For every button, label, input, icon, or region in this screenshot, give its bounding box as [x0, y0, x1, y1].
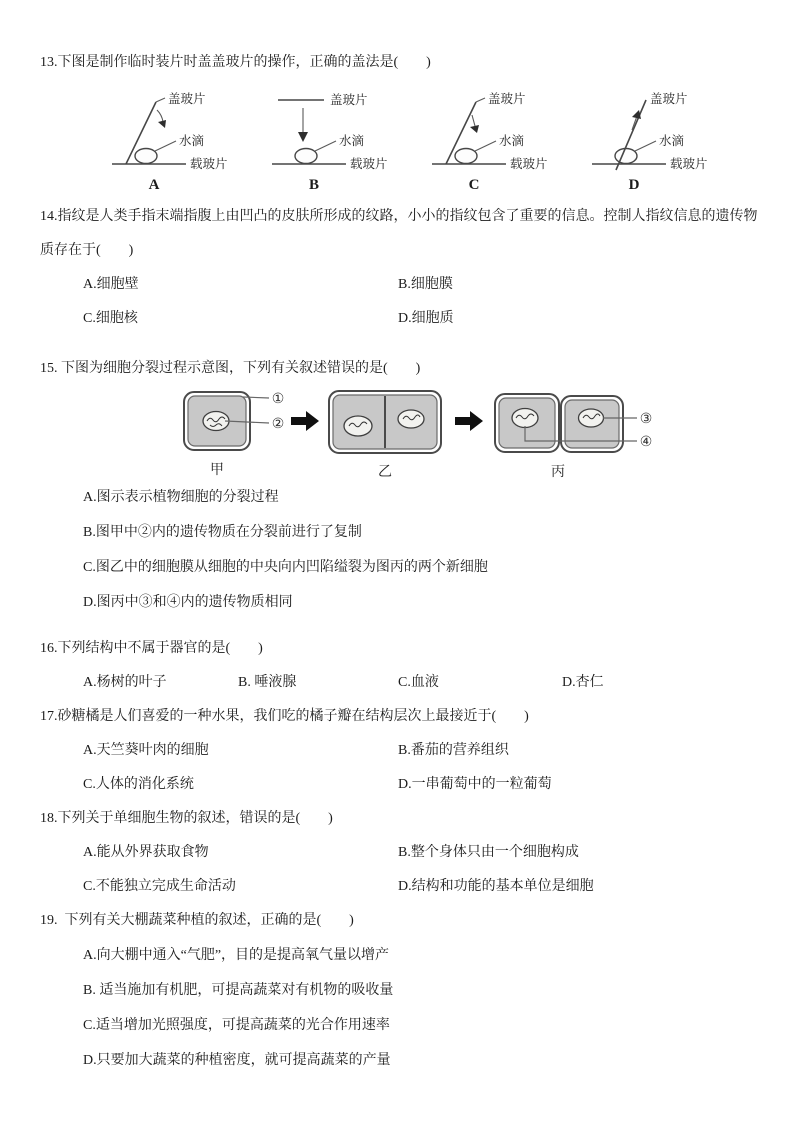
slide-label: 载玻片	[190, 157, 228, 171]
leader-line	[243, 397, 269, 398]
leader-line	[315, 141, 336, 151]
leader-line	[475, 141, 496, 151]
option-d: D.一串葡萄中的一粒葡萄	[398, 777, 552, 792]
stage-label-yi: 乙	[378, 465, 392, 480]
option-c: C.细胞核	[83, 311, 138, 326]
water-drop-label: 水滴	[179, 134, 205, 148]
nucleus	[398, 410, 424, 428]
nucleus	[579, 409, 604, 427]
question-17-options	[40, 734, 767, 802]
question-16-options	[40, 666, 767, 700]
question-14	[40, 200, 767, 336]
water-drop-shape	[135, 149, 157, 164]
question-16-stem: 16.下列结构中不属于器官的是( )	[40, 641, 263, 656]
slide-label: 载玻片	[670, 157, 708, 171]
arrowhead-icon	[632, 110, 641, 119]
question-19	[40, 904, 767, 1078]
option-c: C.适当增加光照强度，可提高蔬菜的光合作用速率	[83, 1018, 390, 1033]
water-drop-shape	[615, 149, 637, 164]
leader-line	[476, 98, 485, 102]
coverslip-label: 盖玻片	[650, 92, 688, 106]
nucleus	[344, 416, 372, 436]
option-a: A.天竺葵叶肉的细胞	[83, 743, 209, 758]
option-a: A.图示表示植物细胞的分裂过程	[83, 490, 279, 505]
option-letter-a: A	[148, 177, 160, 193]
water-drop-label: 水滴	[339, 134, 365, 148]
coverslip-diagram-c	[408, 86, 568, 194]
water-drop-label: 水滴	[659, 134, 685, 148]
direction-arrow	[157, 110, 163, 122]
option-d: D.图丙中③和④内的遗传物质相同	[83, 595, 293, 610]
arrowhead-icon	[158, 120, 166, 128]
cell-bing	[495, 394, 623, 452]
question-15	[40, 352, 767, 620]
option-b: B.细胞膜	[398, 277, 453, 292]
coverslip-diagram-b	[248, 86, 408, 194]
cell-yi	[329, 391, 441, 453]
question-19-stem: 19. 下列有关大棚蔬菜种植的叙述，正确的是( )	[40, 913, 354, 928]
option-d: D.只要加大蔬菜的种植密度，就可提高蔬菜的产量	[83, 1053, 391, 1068]
question-14-stem: 14.指纹是人类手指末端指腹上由凹凸的皮肤所形成的纹路，小小的指纹包含了重要的信息。控制人指纹信息的遗传物质存在于( )	[40, 209, 758, 258]
coverslip-label: 盖玻片	[330, 93, 368, 107]
arrowhead-icon	[298, 132, 308, 142]
option-b: B.番茄的营养组织	[398, 743, 509, 758]
direction-arrow	[472, 115, 475, 126]
leader-line	[156, 98, 165, 102]
water-drop-label: 水滴	[499, 134, 525, 148]
option-a: A.杨树的叶子	[83, 675, 167, 690]
callout-3: ③	[639, 412, 653, 427]
option-letter-b: B	[308, 177, 320, 193]
option-letter-d: D	[628, 177, 640, 193]
right-arrow-icon	[455, 411, 483, 431]
leader-line	[155, 141, 176, 151]
question-18-options	[40, 836, 767, 904]
water-drop-shape	[295, 149, 317, 164]
option-d: D.细胞质	[398, 311, 454, 326]
callout-2: ②	[271, 417, 285, 432]
leader-line	[635, 141, 656, 151]
coverslip-diagram-d	[568, 86, 728, 194]
right-arrow-icon	[291, 411, 319, 431]
question-15-options	[40, 480, 767, 620]
question-17-stem: 17.砂糖橘是人们喜爱的一种水果，我们吃的橘子瓣在结构层次上最接近于( )	[40, 709, 529, 724]
question-16	[40, 632, 767, 700]
nucleus	[512, 409, 538, 428]
question-14-options	[40, 268, 767, 336]
option-b: B.图甲中②内的遗传物质在分裂前进行了复制	[83, 525, 362, 540]
callout-1: ①	[271, 392, 285, 407]
question-15-stem: 15. 下图为细胞分裂过程示意图，下列有关叙述错误的是( )	[40, 361, 421, 376]
option-c: C.不能独立完成生命活动	[83, 879, 236, 894]
option-b: B. 适当施加有机肥，可提高蔬菜对有机物的吸收量	[83, 983, 394, 998]
stage-label-bing: 丙	[551, 465, 565, 480]
question-18-stem: 18.下列关于单细胞生物的叙述，错误的是( )	[40, 811, 333, 826]
arrowhead-icon	[470, 125, 479, 133]
question-13-stem: 13.下图是制作临时装片时盖盖玻片的操作，正确的盖法是( )	[40, 55, 431, 70]
question-13	[40, 46, 767, 194]
option-c: C.人体的消化系统	[83, 777, 194, 792]
stage-label-jia: 甲	[210, 463, 224, 478]
option-a: A.向大棚中通入“气肥”，目的是提高氧气量以增产	[83, 948, 390, 963]
option-c: C.血液	[398, 675, 439, 690]
coverslip-figure	[88, 86, 767, 194]
callout-4: ④	[639, 435, 653, 450]
slide-label: 载玻片	[510, 157, 548, 171]
question-18	[40, 802, 767, 904]
option-b: B. 唾液腺	[238, 675, 297, 690]
option-a: A.细胞壁	[83, 277, 139, 292]
option-d: D.杏仁	[562, 675, 604, 690]
coverslip-diagram-a	[88, 86, 248, 194]
cell-jia	[184, 392, 250, 450]
coverslip-label: 盖玻片	[488, 92, 526, 106]
question-17	[40, 700, 767, 802]
cell-division-figure	[183, 388, 663, 480]
question-19-options	[40, 938, 767, 1078]
option-letter-c: C	[468, 177, 480, 193]
coverslip-label: 盖玻片	[168, 92, 206, 106]
option-b: B.整个身体只由一个细胞构成	[398, 845, 579, 860]
water-drop-shape	[455, 149, 477, 164]
option-d: D.结构和功能的基本单位是细胞	[398, 879, 594, 894]
option-a: A.能从外界获取食物	[83, 845, 209, 860]
slide-label: 载玻片	[350, 157, 388, 171]
option-c: C.图乙中的细胞膜从细胞的中央向内凹陷缢裂为图丙的两个新细胞	[83, 560, 488, 575]
